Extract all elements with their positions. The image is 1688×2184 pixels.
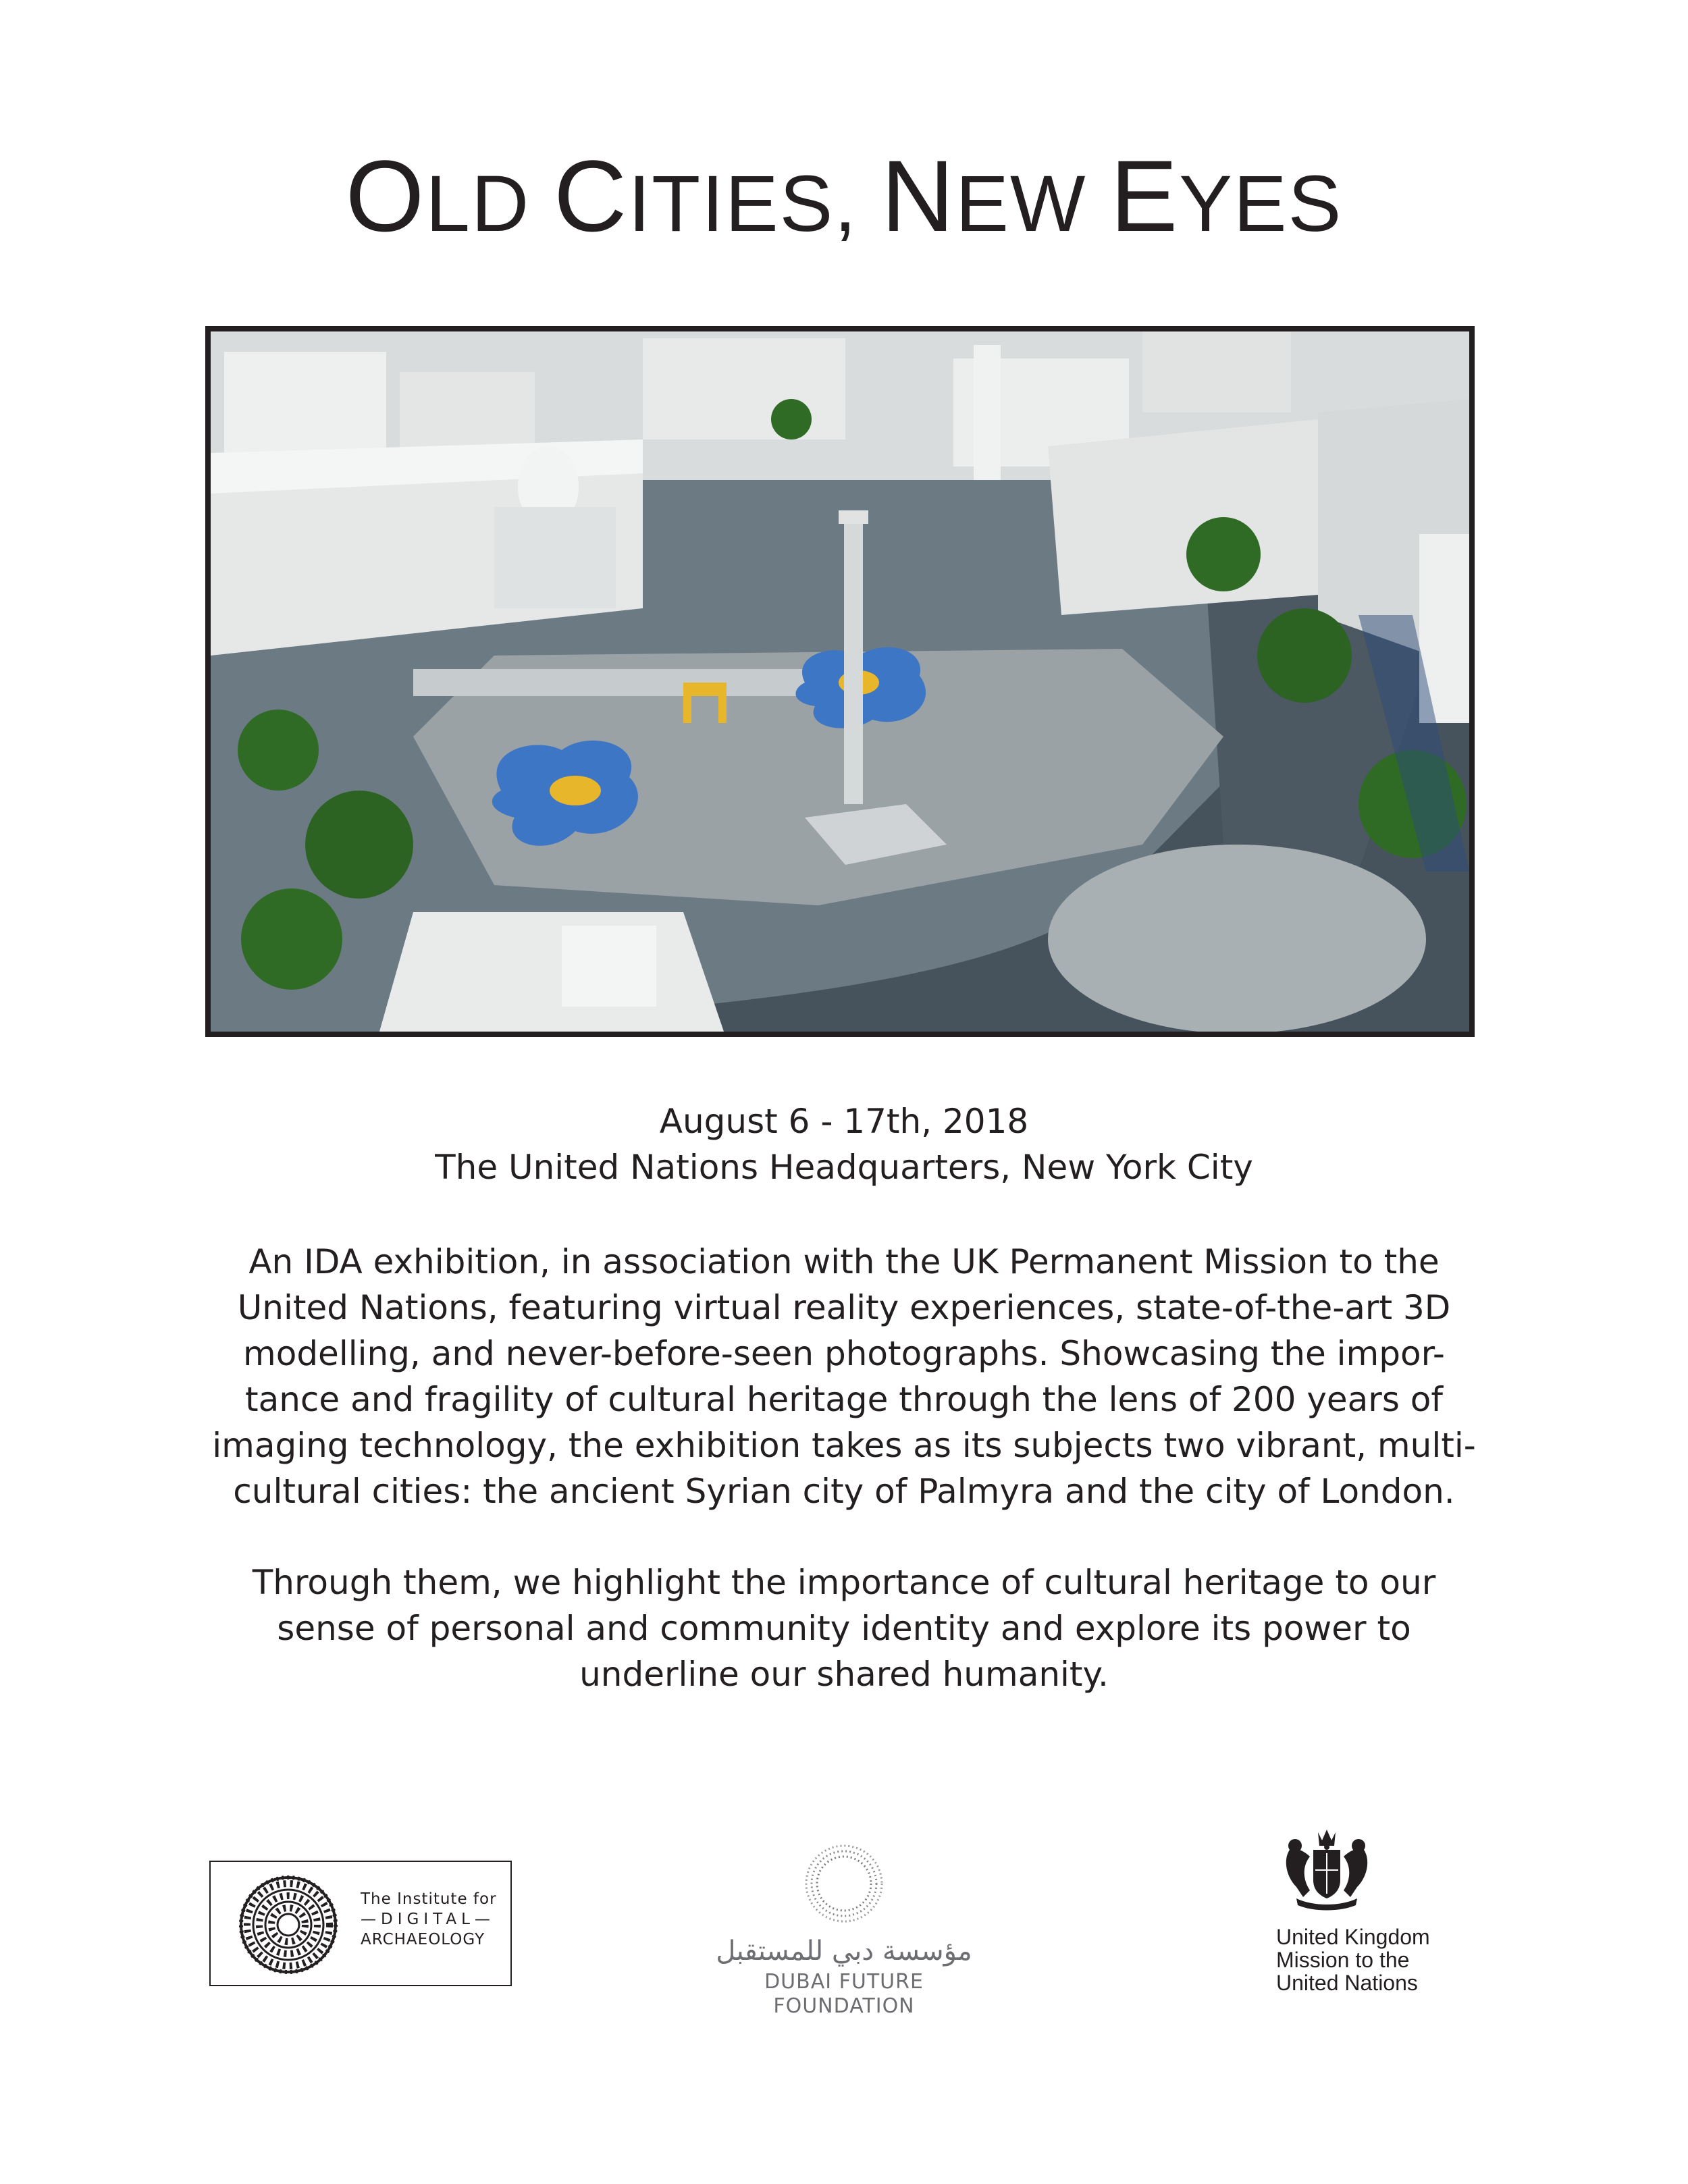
ida-logo xyxy=(209,1861,512,1986)
description-line: tance and fragility of cultural heritage through the lens of 200 years of xyxy=(245,1380,1443,1419)
description-paragraph-1 xyxy=(0,1239,1688,1514)
royal-coat-of-arms-icon xyxy=(1276,1823,1377,1917)
description-line: sense of personal and community identity and explore its power to xyxy=(277,1609,1411,1648)
description-line: imaging technology, the exhibition takes as its subjects two vibrant, multi- xyxy=(212,1426,1476,1465)
dff-english-name: DUBAI FUTURE FOUNDATION xyxy=(764,1970,924,2018)
ida-line-3: ARCHAEOLOGY xyxy=(361,1931,485,1948)
trafalgar-square-3d-model-image xyxy=(205,326,1475,1037)
description-line: cultural cities: the ancient Syrian city of Palmyra and the city of London. xyxy=(233,1472,1455,1511)
description-paragraph-2 xyxy=(0,1560,1688,1697)
poster-title: OLD CITIES, NEW EYES xyxy=(345,139,1343,252)
description-line: United Nations, featuring virtual reality experiences, state-of-the-art 3D xyxy=(237,1288,1451,1327)
uk-mission-logo xyxy=(1269,1823,1479,1998)
ida-line-1: The Institute for xyxy=(361,1890,497,1908)
dff-arabic-name: مؤسسة دبي للمستقبل xyxy=(716,1936,972,1967)
dotted-ring-icon xyxy=(803,1843,885,1924)
event-date: August 6 - 17th, 2018 xyxy=(659,1102,1029,1141)
uk-line-2: Mission to the xyxy=(1276,1948,1410,1972)
ida-line-2: —DIGITAL— xyxy=(361,1911,495,1928)
phaistos-disc-seal-icon xyxy=(238,1874,339,1975)
description-line: Through them, we highlight the importance of cultural heritage to our xyxy=(252,1563,1436,1602)
event-location: The United Nations Headquarters, New York City xyxy=(435,1148,1253,1187)
uk-line-1: United Kingdom xyxy=(1276,1925,1430,1949)
description-line: underline our shared humanity. xyxy=(579,1655,1109,1694)
uk-line-3: United Nations xyxy=(1276,1971,1418,1995)
dubai-future-foundation-logo xyxy=(695,1843,993,2018)
description-line: modelling, and never-before-seen photographs. Showcasing the impor- xyxy=(243,1334,1445,1373)
description-line: An IDA exhibition, in association with the UK Permanent Mission to the xyxy=(248,1242,1440,1281)
